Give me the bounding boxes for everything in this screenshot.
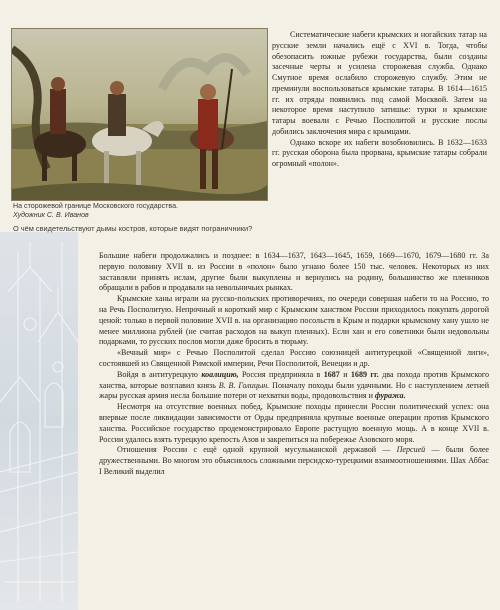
text-run: два похода против Крымского ханства, которые возглавил князь — [99, 369, 489, 390]
caption-title: На сторожевой границе Московского государства. — [13, 202, 179, 210]
right-text-column — [272, 30, 487, 170]
text-run: Войдя в антитурецкую — [117, 369, 202, 379]
term-coalition: коалицию, — [201, 369, 239, 379]
text-run: Россия предприняла в — [238, 369, 324, 379]
term-furazh: фуража. — [374, 391, 406, 401]
figure-caption — [13, 202, 268, 220]
main-text-column — [99, 251, 489, 478]
text-run: Поначалу походы были удачными. Но с наступлением летней жары русская армия несла большие потери от нехватки воды, продовольствия и — [99, 380, 490, 401]
figure-question: О чём свидетельствуют дымы костров, которые видят пограничники? — [13, 224, 253, 233]
paragraph: Систематические набеги крымских и ногайских татар на русские земли начались ещё с XVI в. Тогда, чтобы обезопасить южные рубежи государства, были созданы засечные черты и усилена сторожевая служба. Однако Смутное время ослабило сторожевую службу. Этим не преминули воспользоваться крымские татары. В 1614—1615 гг. их отряды появились под самой Москвой. Затем на некоторое время наступило затишье: турки и крымские татары воевали с Речью Посполитой и русские послы добились заключения мира с крымцами. — [272, 30, 487, 136]
paragraph: Однако вскоре их набеги возобновились. В 1632—1633 гг. русская оборона была прорвана, крымские татары собрали огромный «полон». — [272, 137, 487, 168]
text-run: и — [339, 369, 351, 379]
paragraph — [99, 370, 489, 402]
painting-illustration — [12, 29, 267, 200]
painting-border-guard — [11, 28, 268, 201]
year-1687: 1687 — [323, 369, 340, 379]
kremlin-outline-icon — [0, 232, 78, 610]
decorative-kremlin-illustration — [0, 232, 78, 610]
text-run: — были более дружественными. Во многом это объяснялось сложными персидско-турецкими взаимоотношениями. Шах Аббас I Великий выделил — [99, 445, 489, 476]
paragraph — [99, 445, 489, 477]
person-golitsyn: В. В. Голицын. — [218, 380, 270, 390]
paragraph: Несмотря на отсутствие военных побед, Крымские походы принесли России политический успех: она впервые после ликвидации зависимости от Орды предприняла крупные военные операции против Крымского ханства. Российское государство продемонстрировало Европе растущую военную мощь. А в конце XVII в. России удалось взять турецкую крепость Азов и закрепиться на побережье Азовского моря. — [99, 402, 489, 444]
paragraph: Крымские ханы играли на русско-польских противоречиях, по очереди совершая набеги то на Россию, то на Речь Посполитую. Непрочный и короткий мир с Крымским ханством России приходилось покупать дорогой ценой: только в первой половине XVII в. на организацию посольств в Крым и подарки крымскому хану ушло не менее миллиона рублей (не считая расходов на выкуп пленных). Если хан и его советники были недовольны подарками, то русских послов могли даже бросить в тюрьму. — [99, 294, 489, 347]
paragraph: Большие набеги продолжались и позднее: в 1634—1637, 1643—1645, 1659, 1669—1670, 1679—1680 гг. За первую половину XVII в. из России в «полон» было угнано более 150 тыс. человек. Некоторых из них заставляли принять ислам, другие были выкуплены и вернулись на родину, большинство же пленников обращали в рабов и продавали на невольничьих рынках. — [99, 251, 489, 293]
year-1689: 1689 гг. — [350, 369, 379, 379]
term-persia: Персией — [396, 445, 426, 455]
text-run: Отношения России с ещё одной крупной мусульманской державой — — [117, 445, 397, 455]
caption-author: Художник С. В. Иванов — [13, 211, 89, 219]
paragraph: «Вечный мир» с Речью Посполитой сделал Россию союзницей антитурецкой «Священной лиги», состоявшей из Священной Римской империи, Речи Посполитой, Венеции и др. — [99, 348, 489, 368]
